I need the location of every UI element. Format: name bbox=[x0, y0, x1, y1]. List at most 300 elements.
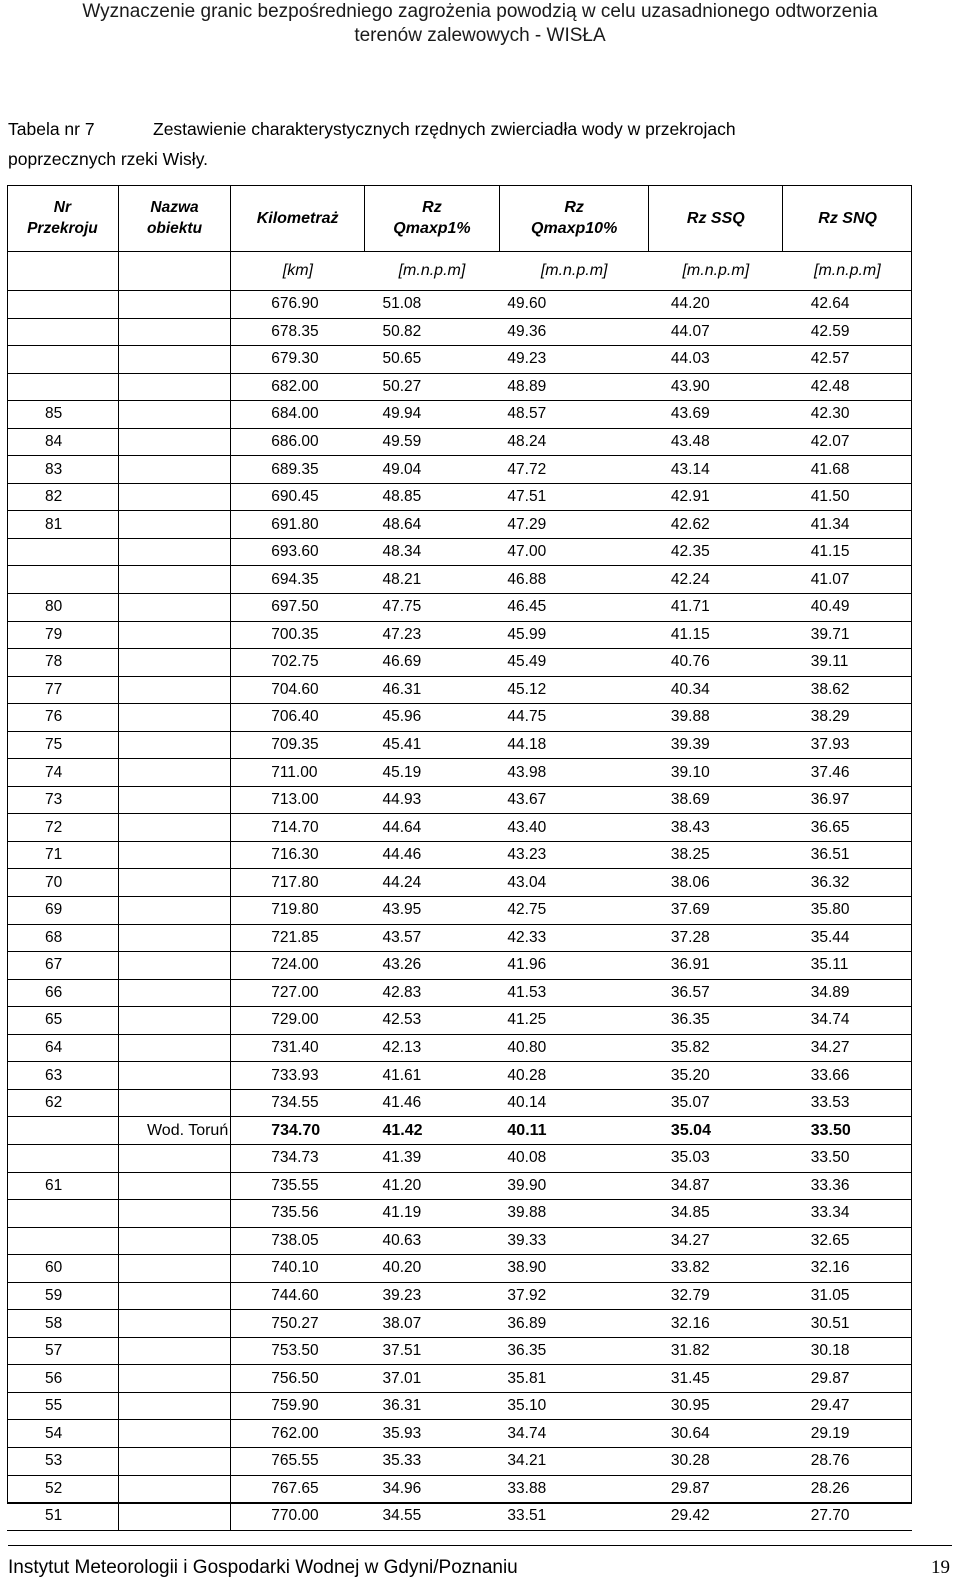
table-row bbox=[7, 814, 912, 842]
cell-snq: 29.47 bbox=[783, 1392, 912, 1420]
cell-q1: 38.07 bbox=[365, 1310, 500, 1338]
cell-q1: 46.31 bbox=[365, 676, 500, 704]
cell-q10: 44.18 bbox=[499, 731, 649, 759]
cell-ssq: 43.48 bbox=[649, 428, 783, 456]
table-row bbox=[7, 704, 912, 732]
cell-km: 694.35 bbox=[231, 566, 365, 594]
cell-km: 716.30 bbox=[231, 841, 365, 869]
cell-ssq: 42.24 bbox=[649, 566, 783, 594]
cell-name: Wod. Toruń bbox=[118, 1117, 230, 1145]
cell-snq: 42.57 bbox=[783, 346, 912, 374]
cell-name bbox=[118, 841, 230, 869]
cell-name bbox=[118, 1200, 230, 1228]
caption-text-line-1: Zestawienie charakterystycznych rzędnych zwierciadła wody w przekrojach bbox=[153, 119, 736, 139]
table-row bbox=[7, 1227, 912, 1255]
cell-snq: 41.50 bbox=[783, 483, 912, 511]
cell-km: 767.65 bbox=[231, 1475, 365, 1503]
cell-km: 693.60 bbox=[231, 538, 365, 566]
cell-name bbox=[118, 1447, 230, 1475]
cell-q1: 48.21 bbox=[365, 566, 500, 594]
cell-nr: 71 bbox=[7, 841, 118, 869]
cell-name bbox=[118, 428, 230, 456]
cell-snq: 28.76 bbox=[783, 1447, 912, 1475]
cell-nr: 58 bbox=[7, 1310, 118, 1338]
cell-q1: 35.93 bbox=[365, 1420, 500, 1448]
cell-ssq: 43.69 bbox=[649, 401, 783, 429]
cell-q1: 37.01 bbox=[365, 1365, 500, 1393]
cell-ssq: 30.28 bbox=[649, 1447, 783, 1475]
cell-nr: 68 bbox=[7, 924, 118, 952]
cell-nr: 77 bbox=[7, 676, 118, 704]
cell-nr bbox=[7, 1144, 118, 1172]
cell-snq: 27.70 bbox=[783, 1503, 912, 1531]
cell-snq: 34.74 bbox=[783, 1007, 912, 1035]
col-header-nazwa: Nazwa obiektu bbox=[118, 185, 230, 252]
cell-ssq: 42.35 bbox=[649, 538, 783, 566]
cell-q1: 49.04 bbox=[365, 456, 500, 484]
cell-nr: 80 bbox=[7, 594, 118, 622]
cell-km: 711.00 bbox=[231, 759, 365, 787]
cell-ssq: 34.27 bbox=[649, 1227, 783, 1255]
cell-nr bbox=[7, 1200, 118, 1228]
cell-ssq: 34.85 bbox=[649, 1200, 783, 1228]
unit-snq: [m.n.p.m] bbox=[783, 252, 912, 291]
table-row bbox=[7, 979, 912, 1007]
cell-km: 691.80 bbox=[231, 511, 365, 539]
cell-name bbox=[118, 538, 230, 566]
cell-nr: 62 bbox=[7, 1089, 118, 1117]
col-header-snq: Rz SNQ bbox=[783, 185, 912, 252]
cell-nr bbox=[7, 318, 118, 346]
cell-snq: 33.34 bbox=[783, 1200, 912, 1228]
cell-nr: 81 bbox=[7, 511, 118, 539]
cell-snq: 33.66 bbox=[783, 1062, 912, 1090]
cell-nr: 54 bbox=[7, 1420, 118, 1448]
cell-snq: 42.59 bbox=[783, 318, 912, 346]
cell-q1: 47.75 bbox=[365, 594, 500, 622]
cell-name bbox=[118, 1144, 230, 1172]
footer-institute: Instytut Meteorologii i Gospodarki Wodnej w Gdyni/Poznaniu bbox=[8, 1557, 518, 1578]
cell-ssq: 42.62 bbox=[649, 511, 783, 539]
cell-q10: 43.98 bbox=[499, 759, 649, 787]
cell-q10: 36.89 bbox=[499, 1310, 649, 1338]
cell-q10: 47.00 bbox=[499, 538, 649, 566]
cell-q1: 48.85 bbox=[365, 483, 500, 511]
cell-ssq: 31.82 bbox=[649, 1337, 783, 1365]
cell-name bbox=[118, 1282, 230, 1310]
cell-name bbox=[118, 759, 230, 787]
cell-q10: 41.96 bbox=[499, 952, 649, 980]
cell-ssq: 35.82 bbox=[649, 1034, 783, 1062]
cell-ssq: 36.57 bbox=[649, 979, 783, 1007]
cell-q10: 49.23 bbox=[499, 346, 649, 374]
cell-nr: 79 bbox=[7, 621, 118, 649]
cell-km: 717.80 bbox=[231, 869, 365, 897]
cell-snq: 31.05 bbox=[783, 1282, 912, 1310]
cell-q1: 47.23 bbox=[365, 621, 500, 649]
cell-ssq: 39.10 bbox=[649, 759, 783, 787]
cell-q10: 49.36 bbox=[499, 318, 649, 346]
cell-ssq: 38.43 bbox=[649, 814, 783, 842]
cell-snq: 32.16 bbox=[783, 1255, 912, 1283]
cell-q10: 47.29 bbox=[499, 511, 649, 539]
cell-q10: 40.80 bbox=[499, 1034, 649, 1062]
table-row bbox=[7, 759, 912, 787]
cell-km: 765.55 bbox=[231, 1447, 365, 1475]
cell-nr: 75 bbox=[7, 731, 118, 759]
cell-q10: 43.67 bbox=[499, 786, 649, 814]
cell-km: 709.35 bbox=[231, 731, 365, 759]
cell-nr: 65 bbox=[7, 1007, 118, 1035]
cell-q10: 46.45 bbox=[499, 594, 649, 622]
cell-name bbox=[118, 1034, 230, 1062]
cell-nr: 59 bbox=[7, 1282, 118, 1310]
table-row bbox=[7, 897, 912, 925]
cell-name bbox=[118, 483, 230, 511]
cell-q10: 43.23 bbox=[499, 841, 649, 869]
table-row bbox=[7, 924, 912, 952]
cell-km: 684.00 bbox=[231, 401, 365, 429]
cell-ssq: 43.90 bbox=[649, 373, 783, 401]
cell-snq: 33.53 bbox=[783, 1089, 912, 1117]
cell-ssq: 32.16 bbox=[649, 1310, 783, 1338]
cell-name bbox=[118, 1392, 230, 1420]
cell-km: 700.35 bbox=[231, 621, 365, 649]
cell-snq: 36.32 bbox=[783, 869, 912, 897]
cell-nr bbox=[7, 1117, 118, 1145]
table-row bbox=[7, 786, 912, 814]
cell-ssq: 29.87 bbox=[649, 1475, 783, 1503]
cell-q1: 41.39 bbox=[365, 1144, 500, 1172]
table-row bbox=[7, 401, 912, 429]
cell-name bbox=[118, 566, 230, 594]
cell-nr: 78 bbox=[7, 649, 118, 677]
cell-km: 721.85 bbox=[231, 924, 365, 952]
cell-q10: 40.14 bbox=[499, 1089, 649, 1117]
cell-km: 744.60 bbox=[231, 1282, 365, 1310]
cell-nr: 72 bbox=[7, 814, 118, 842]
cell-snq: 36.97 bbox=[783, 786, 912, 814]
cell-ssq: 36.91 bbox=[649, 952, 783, 980]
cell-name bbox=[118, 649, 230, 677]
cell-nr: 64 bbox=[7, 1034, 118, 1062]
footer-divider bbox=[8, 1545, 952, 1546]
cell-nr bbox=[7, 346, 118, 374]
cell-q1: 41.46 bbox=[365, 1089, 500, 1117]
cell-km: 678.35 bbox=[231, 318, 365, 346]
cell-q10: 42.75 bbox=[499, 897, 649, 925]
cell-km: 735.55 bbox=[231, 1172, 365, 1200]
cell-nr: 61 bbox=[7, 1172, 118, 1200]
cell-nr: 69 bbox=[7, 897, 118, 925]
cell-snq: 28.26 bbox=[783, 1475, 912, 1503]
cell-q10: 45.99 bbox=[499, 621, 649, 649]
cell-q1: 41.42 bbox=[365, 1117, 500, 1145]
cell-km: 686.00 bbox=[231, 428, 365, 456]
cell-q10: 39.88 bbox=[499, 1200, 649, 1228]
cell-q10: 40.11 bbox=[499, 1117, 649, 1145]
table-caption bbox=[8, 114, 948, 174]
cell-nr: 82 bbox=[7, 483, 118, 511]
table-row bbox=[7, 511, 912, 539]
cell-km: 702.75 bbox=[231, 649, 365, 677]
unit-km: [km] bbox=[231, 252, 365, 291]
cell-q1: 42.13 bbox=[365, 1034, 500, 1062]
cell-nr: 70 bbox=[7, 869, 118, 897]
table-row bbox=[7, 621, 912, 649]
cell-km: 697.50 bbox=[231, 594, 365, 622]
cell-snq: 35.80 bbox=[783, 897, 912, 925]
cell-q10: 45.49 bbox=[499, 649, 649, 677]
col-header-q10: Rz Qmaxp10% bbox=[499, 185, 649, 252]
water-levels-table bbox=[7, 185, 912, 1531]
units-blank-nr bbox=[7, 252, 118, 291]
cell-snq: 38.62 bbox=[783, 676, 912, 704]
table-row bbox=[7, 456, 912, 484]
cell-q1: 45.96 bbox=[365, 704, 500, 732]
cell-name bbox=[118, 594, 230, 622]
units-blank-name bbox=[118, 252, 230, 291]
cell-snq: 42.30 bbox=[783, 401, 912, 429]
cell-snq: 34.89 bbox=[783, 979, 912, 1007]
cell-snq: 32.65 bbox=[783, 1227, 912, 1255]
cell-nr: 74 bbox=[7, 759, 118, 787]
table-row bbox=[7, 318, 912, 346]
cell-ssq: 34.87 bbox=[649, 1172, 783, 1200]
cell-snq: 29.19 bbox=[783, 1420, 912, 1448]
cell-km: 727.00 bbox=[231, 979, 365, 1007]
cell-km: 729.00 bbox=[231, 1007, 365, 1035]
cell-km: 756.50 bbox=[231, 1365, 365, 1393]
cell-q10: 43.04 bbox=[499, 869, 649, 897]
cell-snq: 35.44 bbox=[783, 924, 912, 952]
cell-nr: 63 bbox=[7, 1062, 118, 1090]
cell-name bbox=[118, 1172, 230, 1200]
cell-snq: 30.18 bbox=[783, 1337, 912, 1365]
cell-km: 704.60 bbox=[231, 676, 365, 704]
cell-ssq: 36.35 bbox=[649, 1007, 783, 1035]
table-row bbox=[7, 1365, 912, 1393]
cell-ssq: 38.06 bbox=[649, 869, 783, 897]
cell-nr bbox=[7, 291, 118, 319]
cell-q10: 44.75 bbox=[499, 704, 649, 732]
cell-q1: 44.93 bbox=[365, 786, 500, 814]
table-label: Tabela nr 7 bbox=[8, 119, 95, 139]
cell-name bbox=[118, 291, 230, 319]
cell-q10: 47.72 bbox=[499, 456, 649, 484]
header-line-1: Wyznaczenie granic bezpośredniego zagrożenia powodzią w celu uzasadnionego odtworzenia bbox=[82, 1, 878, 22]
cell-ssq: 30.95 bbox=[649, 1392, 783, 1420]
cell-nr: 55 bbox=[7, 1392, 118, 1420]
cell-q10: 48.57 bbox=[499, 401, 649, 429]
cell-ssq: 40.34 bbox=[649, 676, 783, 704]
cell-q1: 40.63 bbox=[365, 1227, 500, 1255]
cell-nr: 67 bbox=[7, 952, 118, 980]
cell-name bbox=[118, 318, 230, 346]
cell-km: 770.00 bbox=[231, 1503, 365, 1531]
cell-name bbox=[118, 401, 230, 429]
cell-snq: 29.87 bbox=[783, 1365, 912, 1393]
cell-ssq: 35.20 bbox=[649, 1062, 783, 1090]
cell-q10: 48.24 bbox=[499, 428, 649, 456]
cell-q1: 44.24 bbox=[365, 869, 500, 897]
cell-nr: 60 bbox=[7, 1255, 118, 1283]
cell-q1: 50.65 bbox=[365, 346, 500, 374]
cell-km: 734.55 bbox=[231, 1089, 365, 1117]
cell-name bbox=[118, 511, 230, 539]
cell-q1: 43.57 bbox=[365, 924, 500, 952]
cell-snq: 33.36 bbox=[783, 1172, 912, 1200]
cell-ssq: 41.15 bbox=[649, 621, 783, 649]
cell-name bbox=[118, 676, 230, 704]
cell-q10: 47.51 bbox=[499, 483, 649, 511]
table-row bbox=[7, 1337, 912, 1365]
cell-name bbox=[118, 1062, 230, 1090]
cell-name bbox=[118, 1337, 230, 1365]
cell-q10: 42.33 bbox=[499, 924, 649, 952]
cell-snq: 33.50 bbox=[783, 1144, 912, 1172]
cell-snq: 39.71 bbox=[783, 621, 912, 649]
table-row bbox=[7, 1172, 912, 1200]
table-row bbox=[7, 428, 912, 456]
cell-km: 735.56 bbox=[231, 1200, 365, 1228]
table-row bbox=[7, 1503, 912, 1531]
cell-name bbox=[118, 1420, 230, 1448]
cell-name bbox=[118, 979, 230, 1007]
cell-snq: 35.11 bbox=[783, 952, 912, 980]
cell-km: 719.80 bbox=[231, 897, 365, 925]
cell-q10: 37.92 bbox=[499, 1282, 649, 1310]
cell-q1: 39.23 bbox=[365, 1282, 500, 1310]
cell-snq: 42.07 bbox=[783, 428, 912, 456]
table-row bbox=[7, 841, 912, 869]
cell-ssq: 43.14 bbox=[649, 456, 783, 484]
cell-q10: 43.40 bbox=[499, 814, 649, 842]
cell-q10: 35.81 bbox=[499, 1365, 649, 1393]
table-row bbox=[7, 1475, 912, 1503]
table-row bbox=[7, 952, 912, 980]
table-row bbox=[7, 731, 912, 759]
cell-q10: 33.88 bbox=[499, 1475, 649, 1503]
table-row bbox=[7, 1144, 912, 1172]
cell-snq: 41.68 bbox=[783, 456, 912, 484]
cell-km: 713.00 bbox=[231, 786, 365, 814]
table-row bbox=[7, 373, 912, 401]
cell-nr bbox=[7, 566, 118, 594]
cell-name bbox=[118, 373, 230, 401]
cell-q1: 49.94 bbox=[365, 401, 500, 429]
cell-ssq: 30.64 bbox=[649, 1420, 783, 1448]
cell-snq: 42.64 bbox=[783, 291, 912, 319]
cell-name bbox=[118, 814, 230, 842]
cell-q1: 41.20 bbox=[365, 1172, 500, 1200]
cell-km: 753.50 bbox=[231, 1337, 365, 1365]
cell-q10: 34.21 bbox=[499, 1447, 649, 1475]
cell-ssq: 33.82 bbox=[649, 1255, 783, 1283]
cell-snq: 39.11 bbox=[783, 649, 912, 677]
table-row bbox=[7, 1200, 912, 1228]
cell-q1: 41.61 bbox=[365, 1062, 500, 1090]
table-row bbox=[7, 566, 912, 594]
caption-text-line-2: poprzecznych rzeki Wisły. bbox=[8, 149, 209, 169]
cell-q10: 41.25 bbox=[499, 1007, 649, 1035]
cell-q10: 40.28 bbox=[499, 1062, 649, 1090]
cell-ssq: 35.07 bbox=[649, 1089, 783, 1117]
cell-nr: 57 bbox=[7, 1337, 118, 1365]
cell-snq: 30.51 bbox=[783, 1310, 912, 1338]
cell-km: 750.27 bbox=[231, 1310, 365, 1338]
cell-km: 676.90 bbox=[231, 291, 365, 319]
cell-name bbox=[118, 346, 230, 374]
cell-ssq: 35.03 bbox=[649, 1144, 783, 1172]
cell-name bbox=[118, 924, 230, 952]
cell-name bbox=[118, 869, 230, 897]
cell-km: 682.00 bbox=[231, 373, 365, 401]
cell-km: 734.73 bbox=[231, 1144, 365, 1172]
cell-name bbox=[118, 786, 230, 814]
cell-km: 733.93 bbox=[231, 1062, 365, 1090]
table-row bbox=[7, 649, 912, 677]
table-row bbox=[7, 1392, 912, 1420]
cell-ssq: 37.69 bbox=[649, 897, 783, 925]
cell-km: 724.00 bbox=[231, 952, 365, 980]
cell-q1: 48.64 bbox=[365, 511, 500, 539]
cell-q1: 45.19 bbox=[365, 759, 500, 787]
unit-ssq: [m.n.p.m] bbox=[649, 252, 783, 291]
cell-q10: 39.33 bbox=[499, 1227, 649, 1255]
cell-q1: 44.64 bbox=[365, 814, 500, 842]
cell-ssq: 44.20 bbox=[649, 291, 783, 319]
cell-snq: 36.65 bbox=[783, 814, 912, 842]
cell-km: 706.40 bbox=[231, 704, 365, 732]
cell-q1: 35.33 bbox=[365, 1447, 500, 1475]
cell-ssq: 40.76 bbox=[649, 649, 783, 677]
cell-q1: 50.82 bbox=[365, 318, 500, 346]
cell-nr bbox=[7, 538, 118, 566]
header-line-2: terenów zalewowych - WISŁA bbox=[354, 25, 606, 46]
page-number: 19 bbox=[931, 1557, 950, 1578]
cell-km: 731.40 bbox=[231, 1034, 365, 1062]
cell-q1: 51.08 bbox=[365, 291, 500, 319]
cell-km: 740.10 bbox=[231, 1255, 365, 1283]
table-row bbox=[7, 1420, 912, 1448]
cell-km: 714.70 bbox=[231, 814, 365, 842]
col-header-q1: Rz Qmaxp1% bbox=[365, 185, 500, 252]
cell-q1: 45.41 bbox=[365, 731, 500, 759]
cell-snq: 37.46 bbox=[783, 759, 912, 787]
col-header-nr: Nr Przekroju bbox=[7, 185, 118, 252]
table-row bbox=[7, 676, 912, 704]
cell-q10: 39.90 bbox=[499, 1172, 649, 1200]
cell-ssq: 42.91 bbox=[649, 483, 783, 511]
cell-q1: 44.46 bbox=[365, 841, 500, 869]
table-row bbox=[7, 346, 912, 374]
cell-name bbox=[118, 1503, 230, 1531]
cell-q1: 50.27 bbox=[365, 373, 500, 401]
cell-ssq: 41.71 bbox=[649, 594, 783, 622]
cell-name bbox=[118, 731, 230, 759]
cell-ssq: 39.39 bbox=[649, 731, 783, 759]
cell-ssq: 39.88 bbox=[649, 704, 783, 732]
table-row bbox=[7, 483, 912, 511]
table-row bbox=[7, 1282, 912, 1310]
cell-q10: 45.12 bbox=[499, 676, 649, 704]
cell-ssq: 29.42 bbox=[649, 1503, 783, 1531]
cell-snq: 40.49 bbox=[783, 594, 912, 622]
cell-q1: 43.95 bbox=[365, 897, 500, 925]
cell-nr: 76 bbox=[7, 704, 118, 732]
cell-snq: 41.15 bbox=[783, 538, 912, 566]
